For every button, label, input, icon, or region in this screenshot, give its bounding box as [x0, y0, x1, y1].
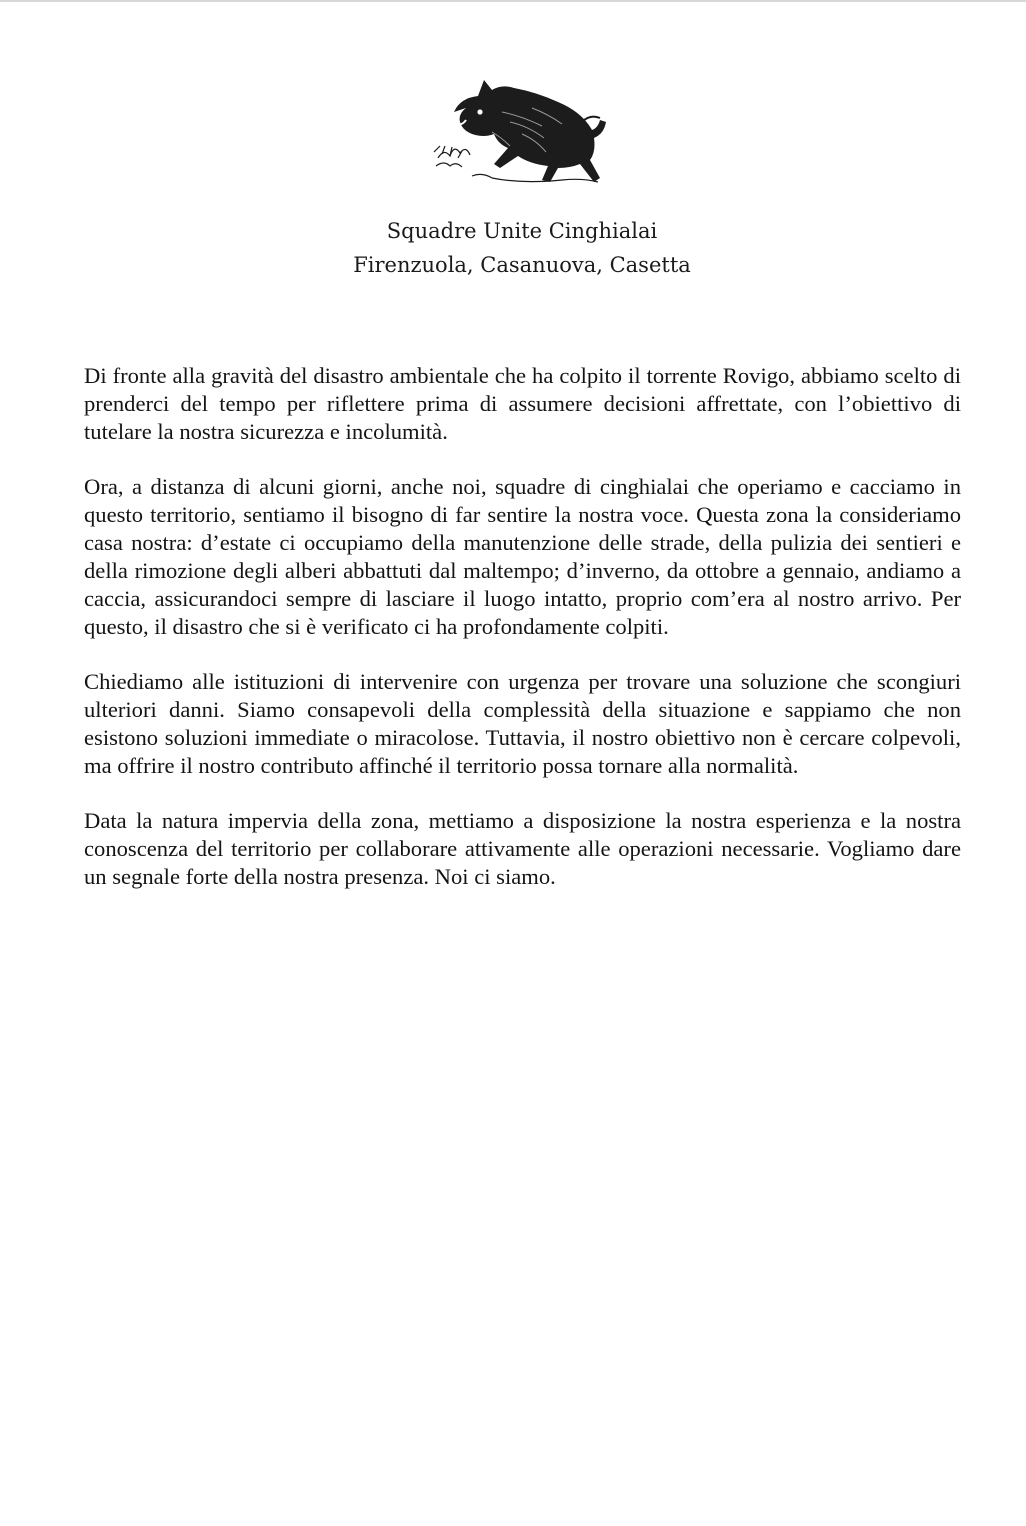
document-header	[0, 214, 1026, 282]
header-title: Squadre Unite Cinghialai	[386, 219, 658, 243]
boar-body-shape	[454, 80, 606, 182]
paragraph-4: Data la natura impervia della zona, mettiamo a disposizione la nostra esperienza e la nostra conoscenza del territorio per collaborare attivamente alle operazioni necessarie. Vogliamo dare un segnale forte della nostra presenza. Noi ci siamo.	[84, 808, 961, 889]
paragraph-2: Ora, a distanza di alcuni giorni, anche noi, squadre di cinghialai che operiamo e cacciamo in questo territorio, sentiamo il bisogno di far sentire la nostra voce. Questa zona la consideriamo casa nostra: d’estate ci occupiamo della manutenzione delle strade, della pulizia dei sentieri e della rimozione degli alberi abbattuti dal maltempo; d’inverno, da ottobre a gennaio, andiamo a caccia, assicurandoci sempre di lasciare il luogo intatto, proprio com’era al nostro arrivo. Per questo, il disastro che si è verificato ci ha profondamente colpiti.	[84, 474, 961, 639]
header-locations: Firenzuola, Casanuova, Casetta	[353, 253, 691, 277]
document-body	[84, 362, 961, 918]
paragraph-1: Di fronte alla gravità del disastro ambientale che ha colpito il torrente Rovigo, abbiamo scelto di prenderci del tempo per riflettere prima di assumere decisioni affrettate, con l’obiettivo di tutelare la nostra sicurezza e incolumità.	[84, 363, 961, 444]
wild-boar-icon	[432, 72, 610, 187]
paragraph-3: Chiediamo alle istituzioni di intervenire con urgenza per trovare una soluzione che scongiuri ulteriori danni. Siamo consapevoli della complessità della situazione e sappiamo che non esistono soluzioni immediate o miracolose. Tuttavia, il nostro obiettivo non è cercare colpevoli, ma offrire il nostro contributo affinché il territorio possa tornare alla normalità.	[84, 669, 961, 778]
